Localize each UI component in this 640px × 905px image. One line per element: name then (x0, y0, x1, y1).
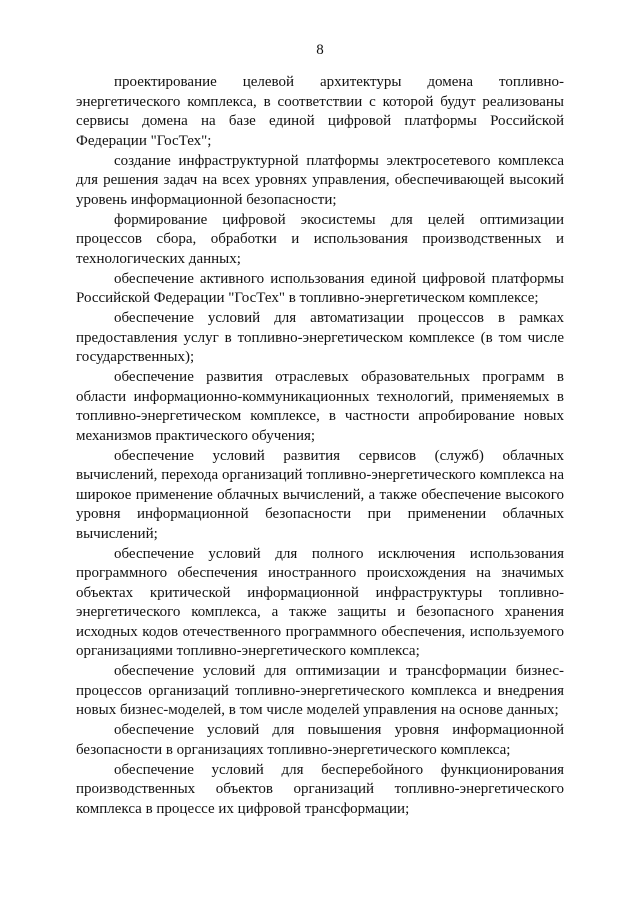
list-item: обеспечение условий для повышения уровня информационной безопасности в организациях топливно-энергетического комплекса; (76, 722, 564, 758)
list-item: обеспечение условий развития сервисов (служб) облачных вычислений, перехода организаций топливно-энергетического комплекса на широкое применение облачных вычислений, а также обеспечение высокого уровня информационной безопасности при применении облачных вычислений; (76, 447, 564, 542)
list-item: обеспечение развития отраслевых образовательных программ в области информационно-коммуникационных технологий, применяемых в топливно-энергетическом комплексе, в частности апробирование новых механизмов практического обучения; (76, 369, 564, 444)
list-item: обеспечение активного использования единой цифровой платформы Российской Федерации "ГосТех" в топливно-энергетическом комплексе; (76, 270, 564, 306)
list-item: создание инфраструктурной платформы электросетевого комплекса для решения задач на всех уровнях управления, обеспечивающей высокий уровень информационной безопасности; (76, 152, 564, 208)
list-item: обеспечение условий для бесперебойного функционирования производственных объектов организаций топливно-энергетического комплекса в процессе их цифровой трансформации; (76, 761, 564, 817)
page-number: 8 (316, 42, 324, 58)
list-item: обеспечение условий для полного исключения использования программного обеспечения иностранного происхождения на значимых объектах критической информационной инфраструктуры топливно-энергетического комплекса, а также защиты и безопасного хранения исходных кодов отечественного программного обеспечения, используемого организациями топливно-энергетического комплекса; (76, 545, 564, 659)
list-item: обеспечение условий для оптимизации и трансформации бизнес-процессов организаций топливно-энергетического комплекса и внедрения новых бизнес-моделей, в том числе моделей управления на основе данных; (76, 663, 564, 718)
document-body (76, 73, 564, 820)
list-item: проектирование целевой архитектуры домена топливно-энергетического комплекса, в соответствии с которой будут реализованы сервисы домена на базе единой цифровой платформы Российской Федерации "ГосТех"; (76, 74, 564, 149)
list-item: формирование цифровой экосистемы для целей оптимизации процессов сбора, обработки и использования производственных и технологических данных; (76, 211, 564, 267)
list-item: обеспечение условий для автоматизации процессов в рамках предоставления услуг в топливно-энергетическом комплексе (в том числе государственных); (76, 310, 564, 365)
